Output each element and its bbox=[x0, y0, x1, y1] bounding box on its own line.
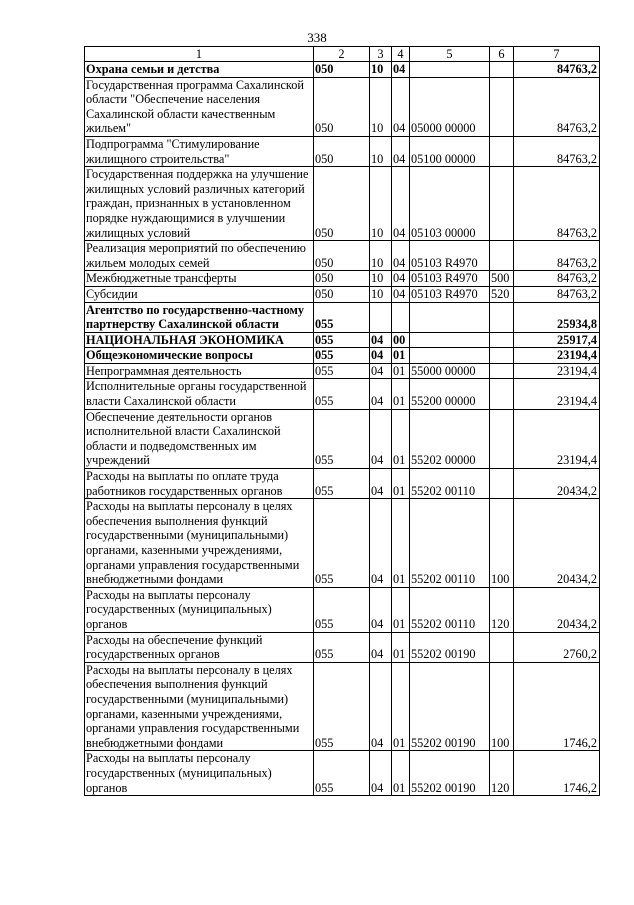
row-ved-cell: 055 bbox=[314, 379, 370, 409]
row-name-cell: Расходы на выплаты персоналу в целях обеспечения выполнения функций государственными (муниципальными) органами, казенными учреждениями, органами управления государственными внебюджетными фондами bbox=[85, 662, 314, 751]
header-cell-5: 5 bbox=[410, 47, 490, 62]
row-sum-cell: 20434,2 bbox=[514, 469, 600, 499]
row-name-cell: Расходы на выплаты персоналу государственных (муниципальных) органов bbox=[85, 751, 314, 796]
header-cell-2: 2 bbox=[314, 47, 370, 62]
row-vr-cell bbox=[490, 136, 514, 166]
row-pr-cell: 04 bbox=[392, 77, 410, 136]
row-sum-cell: 84763,2 bbox=[514, 136, 600, 166]
row-ved-cell: 050 bbox=[314, 241, 370, 271]
row-sum-cell: 1746,2 bbox=[514, 662, 600, 751]
table-row bbox=[85, 136, 600, 166]
row-sum-cell: 23194,4 bbox=[514, 379, 600, 409]
row-vr-cell bbox=[490, 632, 514, 662]
page-number: 338 bbox=[307, 30, 327, 45]
header-cell-7: 7 bbox=[514, 47, 600, 62]
row-csr-cell: 05000 00000 bbox=[410, 77, 490, 136]
row-pr-cell: 01 bbox=[392, 469, 410, 499]
row-ved-cell: 055 bbox=[314, 662, 370, 751]
row-sum-cell: 23194,4 bbox=[514, 348, 600, 364]
table-row bbox=[85, 363, 600, 379]
row-ved-cell: 050 bbox=[314, 286, 370, 302]
row-sum-cell: 84763,2 bbox=[514, 271, 600, 287]
row-ved-cell: 050 bbox=[314, 167, 370, 241]
row-rz-cell: 04 bbox=[370, 587, 392, 632]
row-ved-cell: 055 bbox=[314, 632, 370, 662]
table-row bbox=[85, 587, 600, 632]
row-name-cell: Непрограммная деятельность bbox=[85, 363, 314, 379]
row-name-cell: Агентство по государственно-частному партнерству Сахалинской области bbox=[85, 302, 314, 332]
row-name-cell: Исполнительные органы государственной власти Сахалинской области bbox=[85, 379, 314, 409]
row-rz-cell: 10 bbox=[370, 271, 392, 287]
row-sum-cell: 23194,4 bbox=[514, 409, 600, 468]
table-row bbox=[85, 499, 600, 588]
row-rz-cell: 10 bbox=[370, 286, 392, 302]
row-ved-cell: 055 bbox=[314, 348, 370, 364]
row-sum-cell: 84763,2 bbox=[514, 167, 600, 241]
row-ved-cell: 055 bbox=[314, 751, 370, 796]
row-vr-cell bbox=[490, 302, 514, 332]
row-sum-cell: 23194,4 bbox=[514, 363, 600, 379]
table-row bbox=[85, 332, 600, 348]
table-row bbox=[85, 302, 600, 332]
row-ved-cell: 055 bbox=[314, 302, 370, 332]
row-name-cell: Субсидии bbox=[85, 286, 314, 302]
row-ved-cell: 055 bbox=[314, 587, 370, 632]
row-sum-cell: 2760,2 bbox=[514, 632, 600, 662]
row-csr-cell: 55000 00000 bbox=[410, 363, 490, 379]
table-row bbox=[85, 271, 600, 287]
row-pr-cell: 01 bbox=[392, 587, 410, 632]
row-pr-cell: 00 bbox=[392, 332, 410, 348]
row-pr-cell: 01 bbox=[392, 632, 410, 662]
row-csr-cell: 55202 00110 bbox=[410, 469, 490, 499]
row-csr-cell: 05103 R4970 bbox=[410, 271, 490, 287]
row-pr-cell: 01 bbox=[392, 409, 410, 468]
row-sum-cell: 84763,2 bbox=[514, 77, 600, 136]
row-csr-cell: 55202 00110 bbox=[410, 587, 490, 632]
row-ved-cell: 050 bbox=[314, 62, 370, 78]
row-ved-cell: 055 bbox=[314, 332, 370, 348]
row-csr-cell: 55202 00110 bbox=[410, 499, 490, 588]
row-csr-cell: 55202 00190 bbox=[410, 751, 490, 796]
row-sum-cell: 25917,4 bbox=[514, 332, 600, 348]
row-pr-cell: 01 bbox=[392, 348, 410, 364]
row-name-cell: Общеэкономические вопросы bbox=[85, 348, 314, 364]
row-vr-cell bbox=[490, 363, 514, 379]
header-cell-3: 3 bbox=[370, 47, 392, 62]
row-pr-cell: 01 bbox=[392, 363, 410, 379]
table-row bbox=[85, 379, 600, 409]
row-vr-cell: 120 bbox=[490, 751, 514, 796]
table-row bbox=[85, 286, 600, 302]
row-vr-cell bbox=[490, 409, 514, 468]
row-rz-cell: 04 bbox=[370, 348, 392, 364]
row-vr-cell: 100 bbox=[490, 499, 514, 588]
table-row bbox=[85, 62, 600, 78]
row-pr-cell: 04 bbox=[392, 286, 410, 302]
header-row bbox=[85, 47, 600, 62]
row-rz-cell: 10 bbox=[370, 241, 392, 271]
row-csr-cell: 55202 00000 bbox=[410, 409, 490, 468]
table-row bbox=[85, 167, 600, 241]
budget-table bbox=[84, 46, 600, 796]
row-vr-cell: 100 bbox=[490, 662, 514, 751]
row-sum-cell: 84763,2 bbox=[514, 241, 600, 271]
row-name-cell: Реализация мероприятий по обеспечению жильем молодых семей bbox=[85, 241, 314, 271]
row-rz-cell: 10 bbox=[370, 167, 392, 241]
row-name-cell: Расходы на выплаты персоналу в целях обеспечения выполнения функций государственными (муниципальными) органами, казенными учреждениями, органами управления государственными внебюджетными фондами bbox=[85, 499, 314, 588]
row-vr-cell bbox=[490, 167, 514, 241]
row-vr-cell bbox=[490, 332, 514, 348]
table-row bbox=[85, 662, 600, 751]
header-cell-4: 4 bbox=[392, 47, 410, 62]
row-pr-cell: 01 bbox=[392, 751, 410, 796]
row-ved-cell: 050 bbox=[314, 77, 370, 136]
row-vr-cell: 120 bbox=[490, 587, 514, 632]
row-rz-cell: 10 bbox=[370, 77, 392, 136]
row-csr-cell: 55202 00190 bbox=[410, 662, 490, 751]
row-name-cell: Расходы на обеспечение функций государственных органов bbox=[85, 632, 314, 662]
row-vr-cell bbox=[490, 469, 514, 499]
row-name-cell: Подпрограмма "Стимулирование жилищного строительства" bbox=[85, 136, 314, 166]
row-pr-cell bbox=[392, 302, 410, 332]
row-csr-cell bbox=[410, 332, 490, 348]
table-row bbox=[85, 469, 600, 499]
table-row bbox=[85, 632, 600, 662]
row-vr-cell bbox=[490, 241, 514, 271]
row-ved-cell: 055 bbox=[314, 409, 370, 468]
row-pr-cell: 01 bbox=[392, 662, 410, 751]
table-row bbox=[85, 241, 600, 271]
header-cell-6: 6 bbox=[490, 47, 514, 62]
row-name-cell: Охрана семьи и детства bbox=[85, 62, 314, 78]
row-pr-cell: 04 bbox=[392, 136, 410, 166]
row-csr-cell bbox=[410, 348, 490, 364]
row-rz-cell: 04 bbox=[370, 751, 392, 796]
row-rz-cell: 04 bbox=[370, 632, 392, 662]
row-ved-cell: 055 bbox=[314, 469, 370, 499]
row-name-cell: Государственная поддержка на улучшение жилищных условий различных категорий граждан, признанных в установленном порядке нуждающимися в улучшении жилищных условий bbox=[85, 167, 314, 241]
row-name-cell: Расходы на выплаты персоналу государственных (муниципальных) органов bbox=[85, 587, 314, 632]
row-rz-cell bbox=[370, 302, 392, 332]
row-vr-cell: 500 bbox=[490, 271, 514, 287]
row-rz-cell: 04 bbox=[370, 332, 392, 348]
row-ved-cell: 050 bbox=[314, 271, 370, 287]
row-ved-cell: 050 bbox=[314, 136, 370, 166]
header-cell-1: 1 bbox=[85, 47, 314, 62]
row-csr-cell bbox=[410, 302, 490, 332]
row-vr-cell bbox=[490, 77, 514, 136]
row-csr-cell bbox=[410, 62, 490, 78]
row-rz-cell: 10 bbox=[370, 62, 392, 78]
row-pr-cell: 04 bbox=[392, 167, 410, 241]
row-rz-cell: 04 bbox=[370, 409, 392, 468]
row-csr-cell: 55200 00000 bbox=[410, 379, 490, 409]
row-csr-cell: 05100 00000 bbox=[410, 136, 490, 166]
row-sum-cell: 84763,2 bbox=[514, 286, 600, 302]
row-pr-cell: 01 bbox=[392, 379, 410, 409]
row-name-cell: Межбюджетные трансферты bbox=[85, 271, 314, 287]
row-csr-cell: 05103 R4970 bbox=[410, 241, 490, 271]
table-row bbox=[85, 77, 600, 136]
row-sum-cell: 20434,2 bbox=[514, 499, 600, 588]
table-row bbox=[85, 348, 600, 364]
row-name-cell: Расходы на выплаты по оплате труда работников государственных органов bbox=[85, 469, 314, 499]
row-rz-cell: 04 bbox=[370, 499, 392, 588]
row-ved-cell: 055 bbox=[314, 363, 370, 379]
row-sum-cell: 25934,8 bbox=[514, 302, 600, 332]
row-ved-cell: 055 bbox=[314, 499, 370, 588]
row-name-cell: Обеспечение деятельности органов исполнительной власти Сахалинской области и подведомственных им учреждений bbox=[85, 409, 314, 468]
row-rz-cell: 04 bbox=[370, 363, 392, 379]
row-rz-cell: 04 bbox=[370, 662, 392, 751]
row-vr-cell bbox=[490, 379, 514, 409]
row-csr-cell: 05103 00000 bbox=[410, 167, 490, 241]
table-row bbox=[85, 409, 600, 468]
row-vr-cell: 520 bbox=[490, 286, 514, 302]
row-rz-cell: 04 bbox=[370, 379, 392, 409]
row-pr-cell: 01 bbox=[392, 499, 410, 588]
row-pr-cell: 04 bbox=[392, 271, 410, 287]
row-name-cell: Государственная программа Сахалинской области "Обеспечение населения Сахалинской области качественным жильем" bbox=[85, 77, 314, 136]
row-vr-cell bbox=[490, 62, 514, 78]
row-rz-cell: 04 bbox=[370, 469, 392, 499]
row-pr-cell: 04 bbox=[392, 62, 410, 78]
row-csr-cell: 55202 00190 bbox=[410, 632, 490, 662]
row-vr-cell bbox=[490, 348, 514, 364]
row-rz-cell: 10 bbox=[370, 136, 392, 166]
row-sum-cell: 84763,2 bbox=[514, 62, 600, 78]
row-name-cell: НАЦИОНАЛЬНАЯ ЭКОНОМИКА bbox=[85, 332, 314, 348]
table-body bbox=[85, 47, 600, 796]
row-sum-cell: 1746,2 bbox=[514, 751, 600, 796]
table-row bbox=[85, 751, 600, 796]
row-csr-cell: 05103 R4970 bbox=[410, 286, 490, 302]
row-sum-cell: 20434,2 bbox=[514, 587, 600, 632]
row-pr-cell: 04 bbox=[392, 241, 410, 271]
